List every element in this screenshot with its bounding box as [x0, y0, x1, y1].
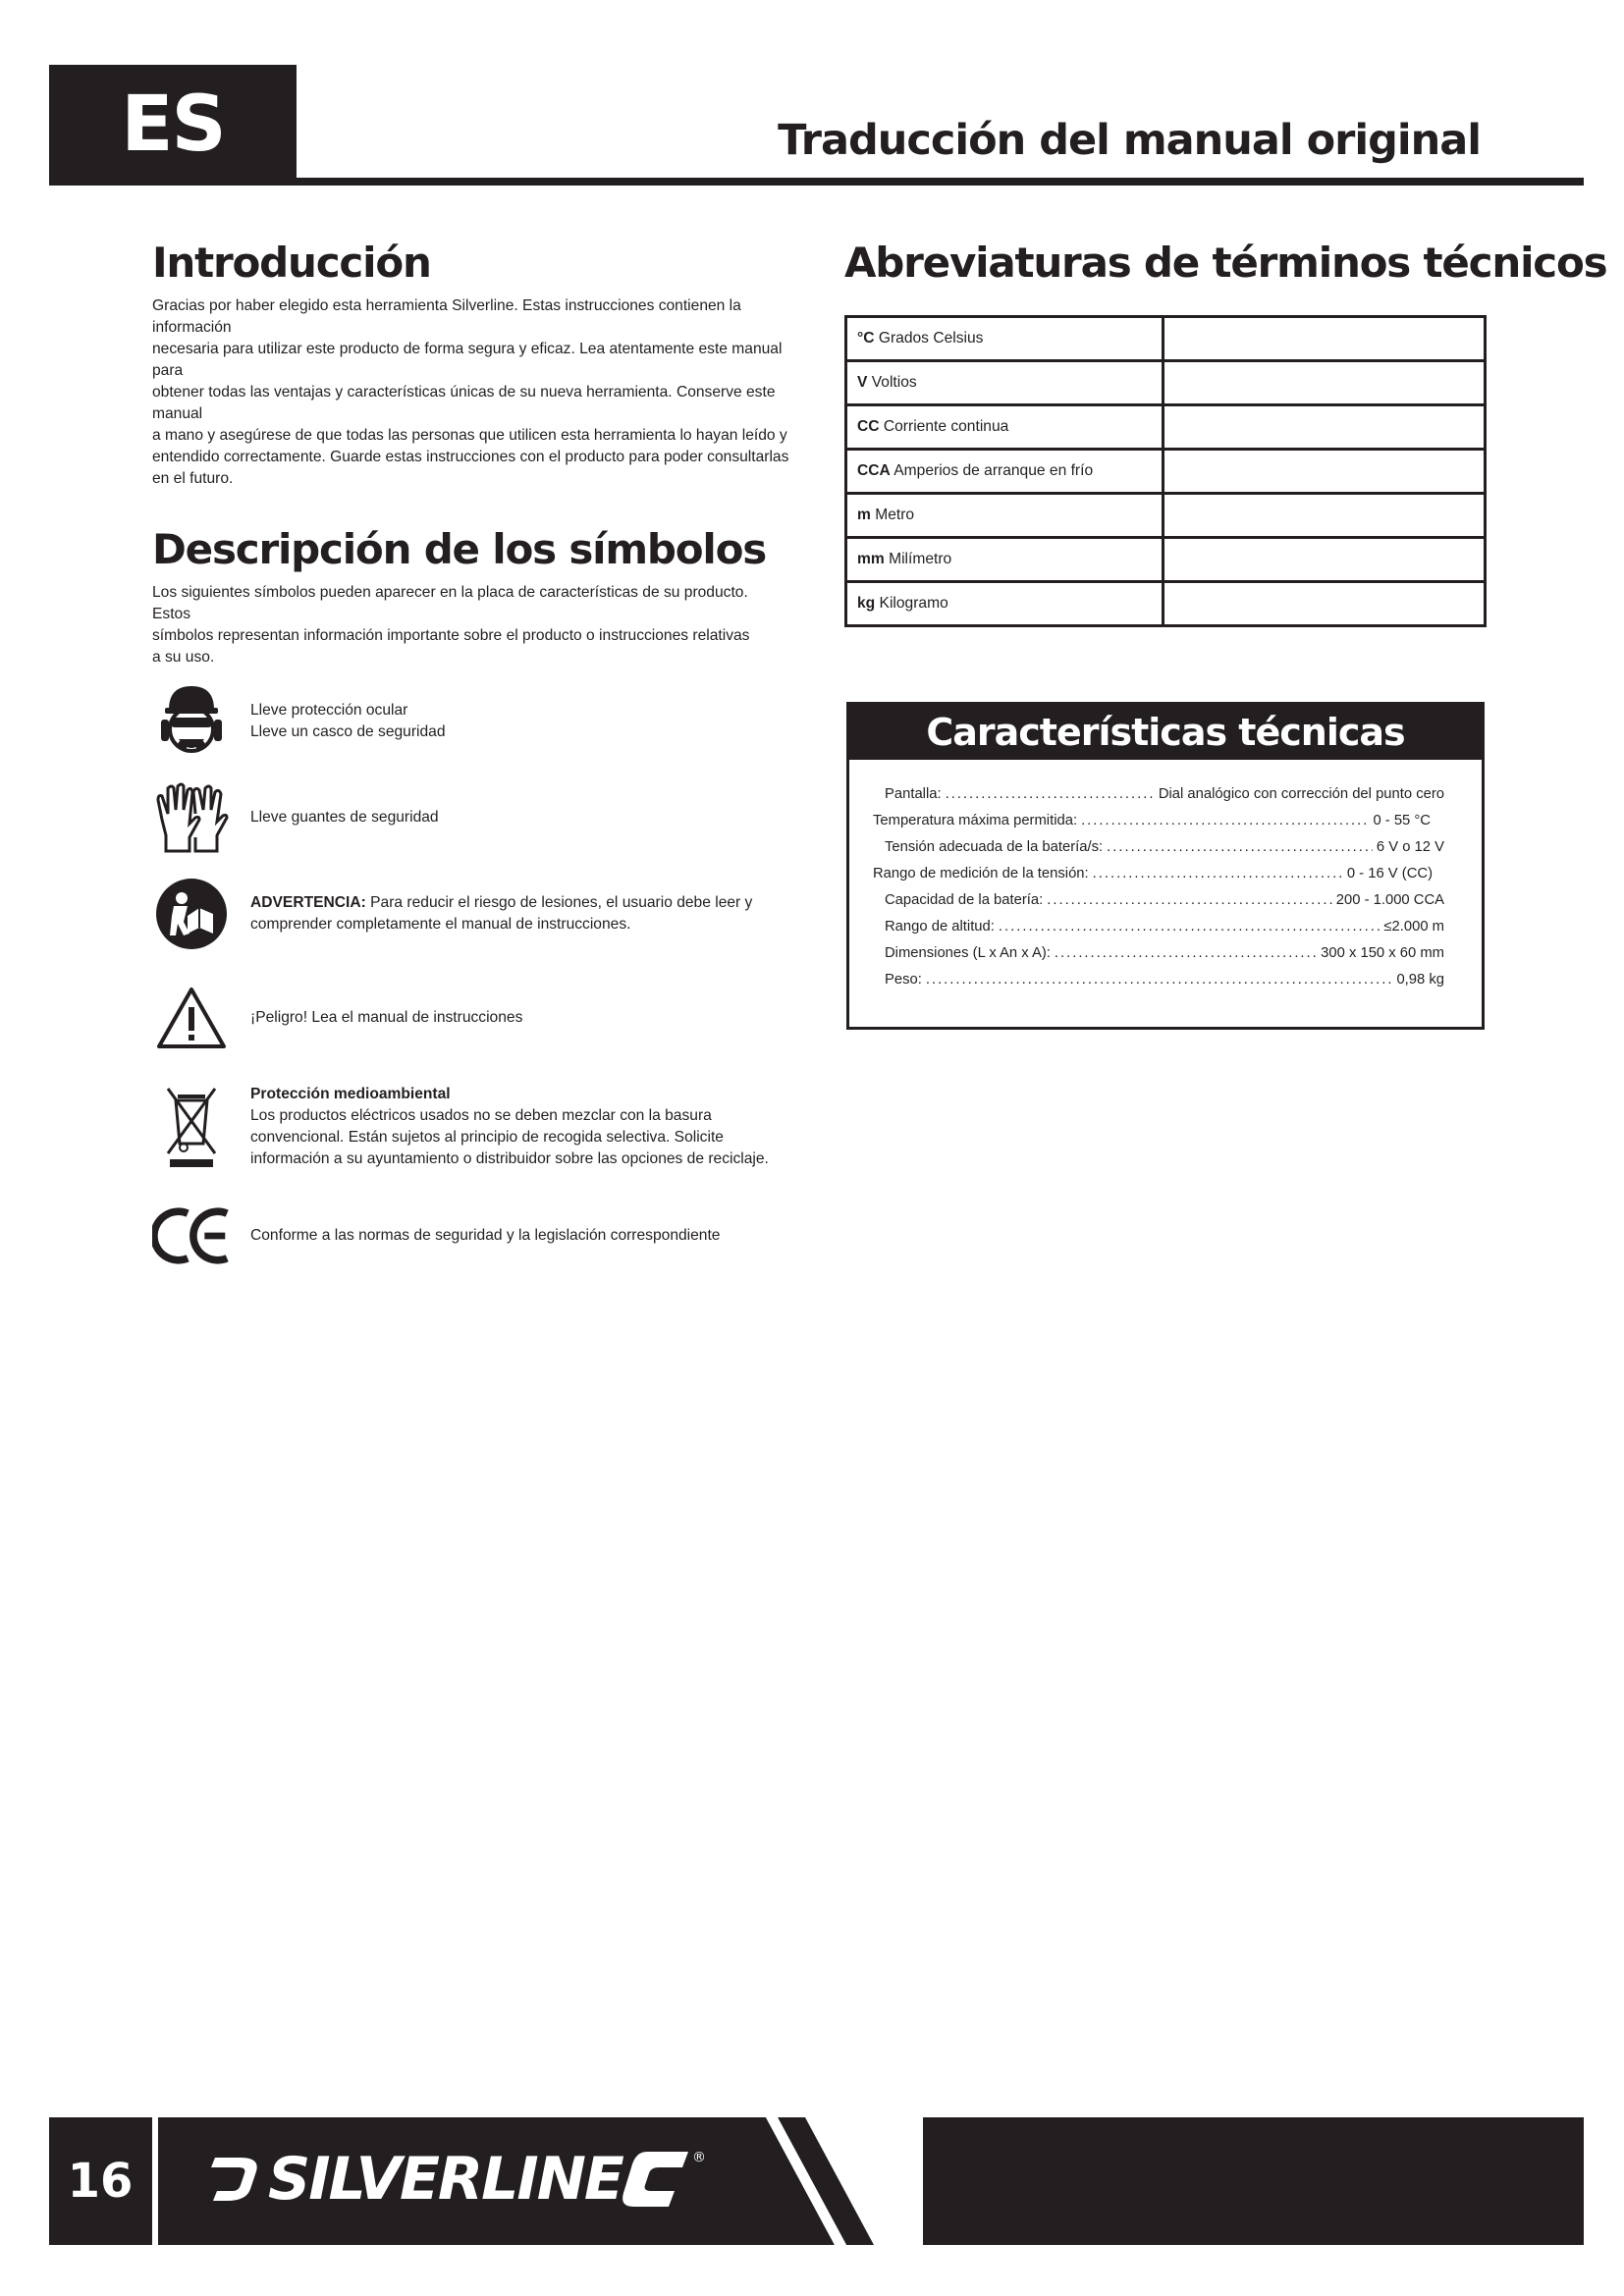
symbol-text — [250, 1225, 720, 1247]
intro-line: necesaria para utilizar este producto de forma segura y eficaz. Lea atentamente este manual para — [152, 341, 783, 380]
symbol-text — [250, 1007, 522, 1029]
empty-cell — [1164, 582, 1486, 626]
symbol-line: Los productos eléctricos usados no se deben mezclar con la basura — [250, 1107, 712, 1125]
symbol-item — [152, 682, 790, 761]
svg-text:®: ® — [692, 2150, 706, 2165]
footer-slash-shape — [668, 2117, 923, 2245]
leader-dots — [1047, 887, 1332, 914]
abbr-term: Metro — [875, 507, 915, 524]
intro-line: obtener todas las ventajas y características únicas de su nueva herramienta. Conserve este manual — [152, 384, 776, 423]
symbol-line: Lleve guantes de seguridad — [250, 809, 439, 827]
spec-value: Dial analógico con corrección del punto cero — [1158, 786, 1444, 802]
abbr-cell — [846, 405, 1164, 450]
leader-dots — [1055, 940, 1317, 967]
intro-line: a mano y asegúrese de que todas las personas que utilicen esta herramienta lo hayan leído y — [152, 427, 787, 445]
abbr-term: Kilogramo — [879, 595, 948, 613]
abbr-code: CC — [857, 418, 880, 436]
symbol-bold-label: ADVERTENCIA: — [250, 894, 366, 912]
abbr-code: m — [857, 507, 871, 524]
symbol-line: información a su ayuntamiento o distribuidor sobre las opciones de reciclaje. — [250, 1150, 769, 1168]
symbols-intro-line: a su uso. — [152, 649, 215, 667]
symbol-line: Lleve un casco de seguridad — [250, 723, 446, 741]
symbol-line: comprender completamente el manual de instrucciones. — [250, 916, 631, 934]
symbol-line: Lleve protección ocular — [250, 702, 408, 720]
intro-title: Introducción — [152, 239, 431, 287]
spec-label: Peso: — [885, 972, 922, 988]
spec-label: Capacidad de la batería: — [885, 892, 1044, 908]
abbr-term: Voltios — [871, 374, 917, 392]
abbr-code: V — [857, 374, 868, 392]
table-row — [846, 450, 1486, 494]
abbr-cell — [846, 361, 1164, 405]
specs-box — [846, 702, 1485, 1030]
abbr-cell — [846, 450, 1164, 494]
abbr-term: Milímetro — [889, 551, 952, 568]
right-column — [844, 239, 1607, 627]
spec-value: 200 - 1.000 CCA — [1335, 892, 1444, 908]
symbol-item — [152, 1197, 790, 1275]
spec-row — [873, 861, 1444, 887]
brand-wordmark: SILVERLINE — [268, 2145, 623, 2214]
symbol-line: Conforme a las normas de seguridad y la legislación correspondiente — [250, 1227, 721, 1245]
symbol-bold-label: Protección medioambiental — [250, 1086, 451, 1103]
leader-dots — [946, 781, 1155, 808]
symbol-line: Para reducir el riesgo de lesiones, el usuario debe leer y — [365, 894, 753, 912]
symbols-intro-text — [152, 582, 790, 668]
abbr-code: CCA — [857, 462, 891, 480]
spec-value: 0 - 55 °C — [1373, 813, 1431, 828]
left-column — [152, 240, 790, 1275]
abbr-code: °C — [857, 330, 875, 347]
empty-cell — [1164, 494, 1486, 538]
symbol-line: convencional. Están sujetos al principio de recogida selectiva. Solicite — [250, 1129, 724, 1147]
abbr-cell — [846, 582, 1164, 626]
symbol-text — [250, 700, 446, 743]
spec-label: Temperatura máxima permitida: — [873, 813, 1078, 828]
intro-text — [152, 295, 790, 490]
leader-dots — [1093, 861, 1343, 887]
spec-label: Pantalla: — [885, 786, 942, 802]
spec-row — [873, 940, 1444, 967]
intro-line: Gracias por haber elegido esta herramienta Silverline. Estas instrucciones contienen la información — [152, 297, 741, 337]
abbr-cell — [846, 494, 1164, 538]
symbols-intro-line: símbolos representan información importante sobre el producto o instrucciones relativas — [152, 627, 750, 645]
table-row — [846, 361, 1486, 405]
spec-value: 300 x 150 x 60 mm — [1321, 945, 1444, 961]
abbr-term: Corriente continua — [883, 418, 1009, 436]
abbr-term: Grados Celsius — [878, 330, 984, 347]
symbol-line: ¡Peligro! Lea el manual de instrucciones — [250, 1009, 523, 1027]
spec-value: 0 - 16 V (CC) — [1346, 866, 1433, 881]
spec-label: Rango de altitud: — [885, 919, 995, 934]
abbreviations-table — [844, 315, 1487, 627]
spec-label: Rango de medición de la tensión: — [873, 866, 1089, 881]
table-row — [846, 494, 1486, 538]
empty-cell — [1164, 317, 1486, 361]
read-manual-icon — [152, 875, 231, 953]
spec-value: 0,98 kg — [1396, 972, 1444, 988]
specs-list — [849, 760, 1482, 993]
spec-label: Dimensiones (L x An x A): — [885, 945, 1051, 961]
language-code: ES — [121, 80, 225, 169]
symbol-item — [152, 778, 790, 857]
table-row — [846, 582, 1486, 626]
empty-cell — [1164, 405, 1486, 450]
table-row — [846, 538, 1486, 582]
symbols-intro-line: Los siguientes símbolos pueden aparecer en la placa de características de su producto. Estos — [152, 584, 748, 623]
silverline-logo — [211, 2138, 722, 2216]
table-row — [846, 405, 1486, 450]
safety-gear-icon — [152, 682, 231, 761]
header-rule — [49, 178, 1584, 186]
symbols-title: Descripción de los símbolos — [152, 525, 767, 574]
spec-row — [873, 834, 1444, 861]
symbol-item — [152, 1083, 790, 1171]
symbol-text — [250, 807, 439, 828]
empty-cell — [1164, 538, 1486, 582]
spec-row — [873, 967, 1444, 993]
page-number: 16 — [67, 2154, 134, 2209]
intro-line: en el futuro. — [152, 470, 234, 488]
table-row — [846, 317, 1486, 361]
weee-bin-icon — [152, 1083, 231, 1171]
spec-value: ≤2.000 m — [1383, 919, 1444, 934]
warning-triangle-icon — [152, 979, 231, 1057]
gloves-icon — [152, 778, 231, 857]
abbreviations-title: Abreviaturas de términos técnicos — [844, 239, 1607, 287]
abbr-cell — [846, 538, 1164, 582]
abbr-cell — [846, 317, 1164, 361]
abbr-term: Amperios de arranque en frío — [893, 462, 1094, 480]
spec-label: Tensión adecuada de la batería/s: — [885, 839, 1104, 855]
spec-row — [873, 808, 1444, 834]
empty-cell — [1164, 361, 1486, 405]
symbol-item — [152, 979, 790, 1057]
ce-mark-icon — [152, 1197, 231, 1275]
page-header-title: Traducción del manual original — [778, 116, 1481, 165]
leader-dots — [999, 914, 1380, 940]
leader-dots — [1107, 834, 1373, 861]
language-tab — [49, 65, 297, 185]
footer-divider — [152, 2117, 158, 2245]
spec-value: 6 V o 12 V — [1376, 839, 1444, 855]
specs-title: Características técnicas — [849, 705, 1482, 760]
spec-row — [873, 781, 1444, 808]
spec-row — [873, 914, 1444, 940]
leader-dots — [926, 967, 1393, 993]
intro-line: entendido correctamente. Guarde estas instrucciones con el producto para poder consultarlas — [152, 449, 789, 466]
abbr-code: mm — [857, 551, 885, 568]
abbr-code: kg — [857, 595, 876, 613]
symbol-text — [250, 892, 752, 935]
empty-cell — [1164, 450, 1486, 494]
symbol-item — [152, 875, 790, 953]
leader-dots — [1081, 808, 1369, 834]
spec-row — [873, 887, 1444, 914]
symbol-text — [250, 1084, 769, 1170]
